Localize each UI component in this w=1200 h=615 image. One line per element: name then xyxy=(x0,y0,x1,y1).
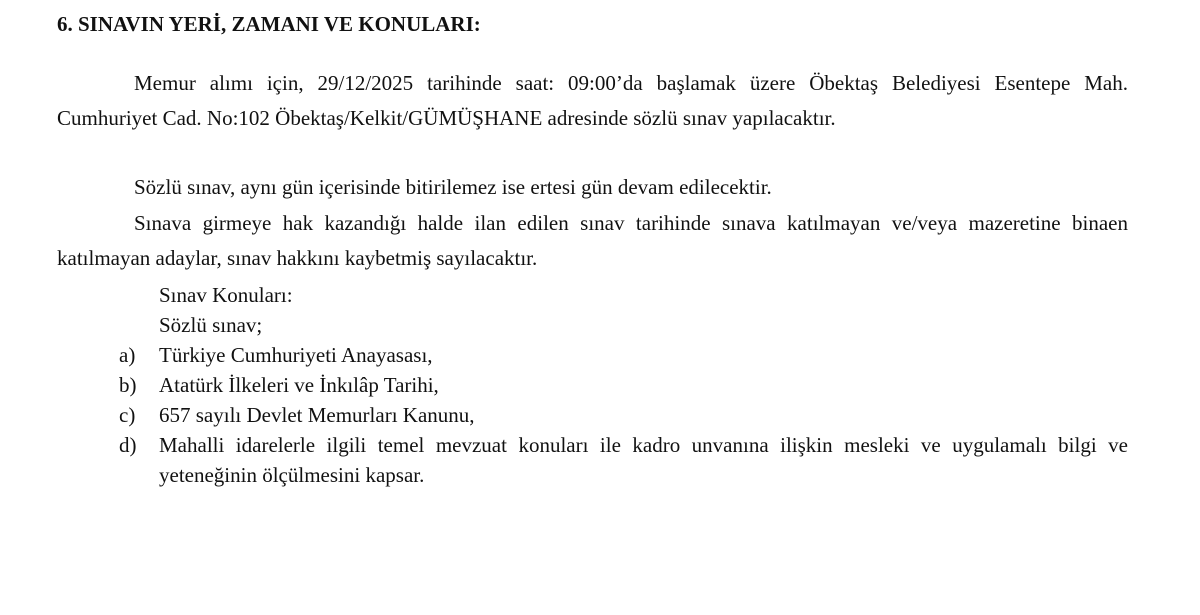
list-item xyxy=(57,340,1128,370)
exam-location-paragraph: Memur alımı için, 29/12/2025 tarihinde saat: 09:00’da başlamak üzere Öbektaş Belediyesi Esentepe Mah. Cumhuriyet Cad. No:102 Öbektaş/Kelkit/GÜMÜŞHANE adresinde sözlü sınav yapılacaktır. xyxy=(57,71,1128,130)
section-heading: 6. SINAVIN YERİ, ZAMANI VE KONULARI: xyxy=(57,12,481,36)
list-item-text: Atatürk İlkeleri ve İnkılâp Tarihi, xyxy=(159,373,439,397)
topics-title: Sınav Konuları: xyxy=(159,283,293,307)
list-marker: b) xyxy=(119,373,137,397)
absence-paragraph: Sınava girmeye hak kazandığı halde ilan edilen sınav tarihinde sınava katılmayan ve/veya mazeretine binaen katılmayan adaylar, sınav hakkını kaybetmiş sayılacaktır. xyxy=(57,211,1128,270)
list-item xyxy=(57,430,1128,490)
list-item-text: Türkiye Cumhuriyeti Anayasası, xyxy=(159,343,433,367)
list-marker: a) xyxy=(119,343,136,367)
list-item-text: 657 sayılı Devlet Memurları Kanunu, xyxy=(159,403,475,427)
list-marker: d) xyxy=(119,433,137,457)
topics-subtitle: Sözlü sınav; xyxy=(159,313,263,337)
list-item xyxy=(57,400,1128,430)
list-item-text: Mahalli idarelerle ilgili temel mevzuat konuları ile kadro unvanına ilişkin mesleki ve uygulamalı bilgi ve yeteneğinin ölçülmesini kapsar. xyxy=(159,433,1128,487)
list-item xyxy=(57,370,1128,400)
list-marker: c) xyxy=(119,403,136,427)
continuation-paragraph: Sözlü sınav, aynı gün içerisinde bitirilemez ise ertesi gün devam edilecektir. xyxy=(134,175,772,199)
topics-list xyxy=(57,340,1128,490)
